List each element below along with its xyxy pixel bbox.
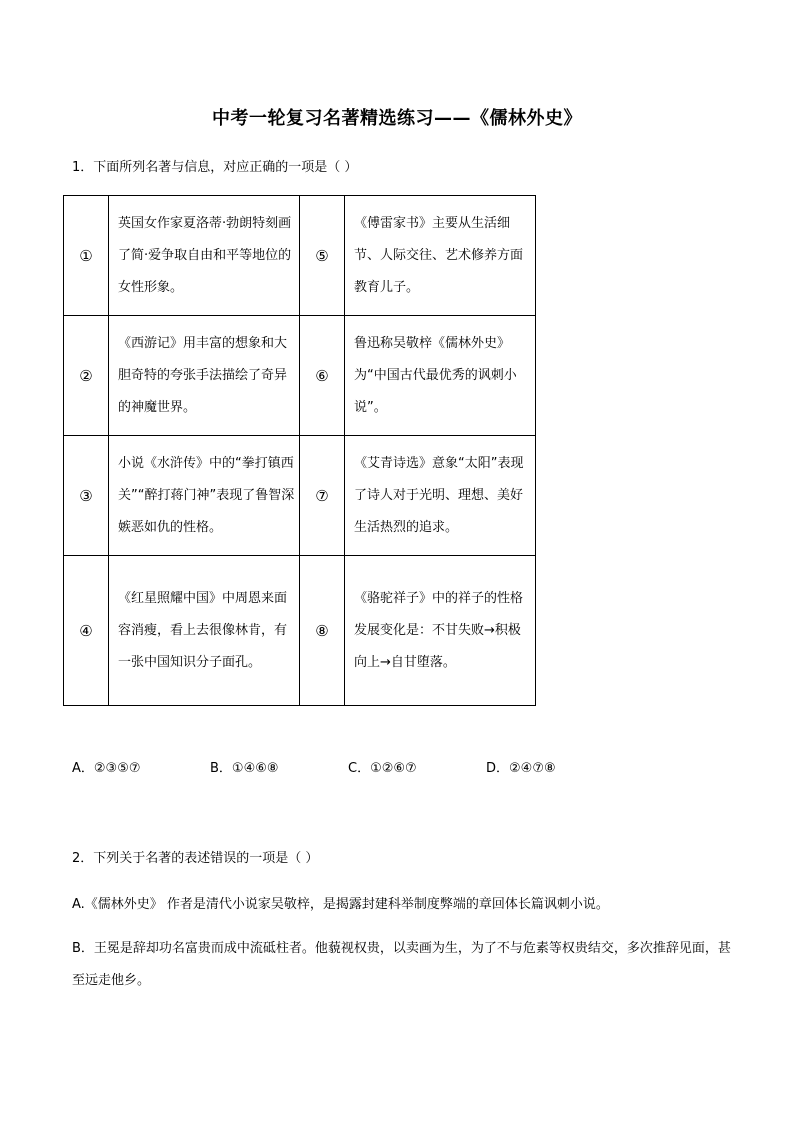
item-number: ③: [64, 436, 109, 556]
question-2-option-a[interactable]: A.《儒林外史》 作者是清代小说家吴敬梓，是揭露封建科举制度弊端的章回体长篇讽刺小说。: [72, 897, 609, 912]
item-number: ⑦: [300, 436, 345, 556]
item-text: 《骆驼祥子》中的祥子的性格发展变化是：不甘失败→积极向上→自甘堕落。: [345, 556, 536, 706]
table-row: [64, 316, 536, 436]
question-1-table: [63, 195, 536, 706]
table-row: [64, 196, 536, 316]
item-number: ⑤: [300, 196, 345, 316]
table-row: [64, 556, 536, 706]
option-a[interactable]: A．②③⑤⑦: [72, 761, 141, 776]
item-text: 鲁迅称吴敬梓《儒林外史》为“中国古代最优秀的讽刺小说”。: [345, 316, 536, 436]
item-text: 《红星照耀中国》中周恩来面容消瘦，看上去很像林肯，有一张中国知识分子面孔。: [109, 556, 300, 706]
item-text: 英国女作家夏洛蒂·勃朗特刻画了简·爱争取自由和平等地位的女性形象。: [109, 196, 300, 316]
option-c[interactable]: C．①②⑥⑦: [348, 761, 417, 776]
item-text: 小说《水浒传》中的“拳打镇西关”“醉打蒋门神”表现了鲁智深嫉恶如仇的性格。: [109, 436, 300, 556]
item-text: 《艾青诗选》意象“太阳”表现了诗人对于光明、理想、美好生活热烈的追求。: [345, 436, 536, 556]
item-number: ②: [64, 316, 109, 436]
item-number: ⑥: [300, 316, 345, 436]
item-number: ⑧: [300, 556, 345, 706]
question-2-stem: 2．下列关于名著的表述错误的一项是（ ）: [72, 851, 319, 866]
page-title: 中考一轮复习名著精选练习——《儒林外史》: [212, 108, 582, 129]
table-row: [64, 436, 536, 556]
option-d[interactable]: D．②④⑦⑧: [486, 761, 556, 776]
item-text: 《傅雷家书》主要从生活细节、人际交往、艺术修养方面教育儿子。: [345, 196, 536, 316]
item-text: 《西游记》用丰富的想象和大胆奇特的夸张手法描绘了奇异的神魔世界。: [109, 316, 300, 436]
question-2-option-b[interactable]: B．王冕是辞却功名富贵而成中流砥柱者。他藐视权贵，以卖画为生，为了不与危素等权贵结交，多次推辞见面，甚至远走他乡。: [72, 941, 731, 988]
item-number: ④: [64, 556, 109, 706]
option-b[interactable]: B．①④⑥⑧: [210, 761, 279, 776]
question-1-stem: 1．下面所列名著与信息，对应正确的一项是（ ）: [72, 160, 358, 175]
item-number: ①: [64, 196, 109, 316]
